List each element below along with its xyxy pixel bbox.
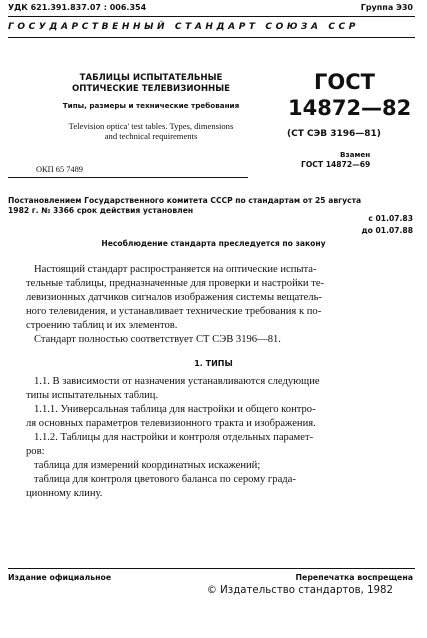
effective-from: с 01.07.83 bbox=[368, 214, 413, 223]
compliance-statement: Стандарт полностью соответствует СТ СЭВ 3196—81. bbox=[34, 334, 281, 345]
intro-line: тельные таблицы, предназначенные для проверки и настройки те- bbox=[26, 278, 325, 289]
group-code: Группа Э30 bbox=[360, 3, 413, 12]
english-title-line-1: Television optica' test tables. Types, dimensions bbox=[68, 121, 234, 131]
paragraph-1-1-line: 1.1. В зависимости от назначения устанавливаются следующие bbox=[34, 376, 320, 387]
paragraph-1-1-2-line: ров: bbox=[26, 446, 45, 457]
law-notice: Несоблюдение стандарта преследуется по закону bbox=[101, 239, 326, 248]
official-edition-label: Издание официальное bbox=[8, 573, 112, 582]
header-rule bbox=[8, 37, 415, 38]
udk-code: УДК 621.391.837.07 : 006.354 bbox=[8, 3, 147, 12]
gost-number: 14872—82 bbox=[288, 96, 412, 120]
list-item: таблица для контроля цветового баланса по серому града- bbox=[34, 474, 296, 485]
st-sev-reference: (СТ СЭВ 3196—81) bbox=[287, 129, 381, 139]
subtitle: Типы, размеры и технические требования bbox=[62, 101, 240, 110]
decree-line-2: 1982 г. № 3366 срок действия установлен bbox=[8, 206, 194, 215]
title-line-1: ТАБЛИЦЫ ИСПЫТАТЕЛЬНЫЕ bbox=[79, 73, 223, 83]
paragraph-1-1-2-line: 1.1.2. Таблицы для настройки и контроля отдельных парамет- bbox=[34, 432, 314, 443]
intro-line: ного телевидения, и устанавливает технические требования к по- bbox=[26, 306, 322, 317]
okp-code: ОКП 65 7489 bbox=[36, 165, 83, 174]
footer-rule bbox=[8, 568, 415, 569]
list-item: таблица для измерений координатных искажений; bbox=[34, 460, 261, 471]
paragraph-1-1-1-line: 1.1.1. Универсальная таблица для настройки и общего контро- bbox=[34, 404, 316, 415]
top-rule bbox=[8, 16, 415, 17]
replaces-label: Взамен bbox=[340, 150, 371, 159]
paragraph-1-1-line: типы испытательных таблиц. bbox=[26, 390, 159, 401]
list-item-continuation: ционному клину. bbox=[26, 488, 103, 499]
okp-rule bbox=[8, 177, 248, 178]
gost-label: ГОСТ bbox=[314, 70, 375, 94]
title-line-2: ОПТИЧЕСКИЕ ТЕЛЕВИЗИОННЫЕ bbox=[72, 84, 230, 94]
effective-to: до 01.07.88 bbox=[361, 226, 413, 235]
reprint-prohibited-label: Перепечатка воспрещена bbox=[295, 573, 413, 582]
paragraph-1-1-1-line: ля основных параметров телевизионного тракта и изображения. bbox=[26, 418, 316, 429]
intro-line: Настоящий стандарт распространяется на оптические испыта- bbox=[34, 264, 317, 275]
section-1-heading: 1. ТИПЫ bbox=[194, 359, 233, 368]
intro-line: строению таблиц и их элементов. bbox=[26, 320, 178, 331]
copyright-notice: © Издательство стандартов, 1982 bbox=[206, 585, 393, 596]
intro-line: левизионных датчиков сигналов изображения системы вещатель- bbox=[26, 292, 322, 303]
replaces-value: ГОСТ 14872—69 bbox=[301, 160, 371, 169]
english-title-line-2: and technical requirements bbox=[104, 131, 198, 141]
decree-line-1: Постановлением Государственного комитета СССР по стандартам от 25 августа bbox=[8, 196, 362, 205]
organization-banner: ГОСУДАРСТВЕННЫЙ СТАНДАРТ СОЮЗА ССР bbox=[8, 22, 359, 32]
